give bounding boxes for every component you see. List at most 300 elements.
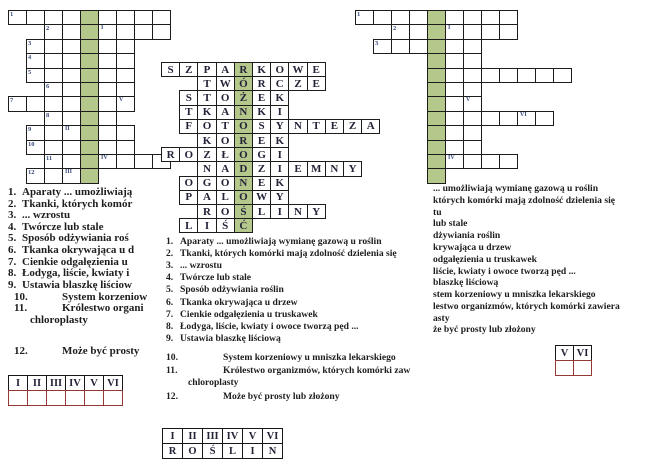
answer-letter-cell: Ś	[216, 218, 235, 233]
clue-text: Łodyga, liście, kwiaty i	[22, 267, 130, 279]
puzzle-cell[interactable]	[373, 10, 392, 25]
solution-letter-cell: R	[162, 443, 183, 459]
puzzle-cell[interactable]	[535, 111, 554, 126]
clue-number: 8.	[166, 321, 174, 332]
clue-number: 4.	[166, 272, 174, 283]
puzzle-cell[interactable]	[499, 10, 518, 25]
answer-letter-cell-highlighted: Ż	[234, 90, 253, 105]
puzzle-cell[interactable]	[463, 24, 482, 39]
clue-text: Cienkie odgałęzienia u truskawek	[180, 309, 318, 320]
clue-text: Sposób odżywiania roś	[22, 232, 129, 244]
clue-number: 5.	[8, 232, 17, 244]
answer-letter-cell: T	[197, 76, 216, 91]
clue-line-truncated: blaszkę liściową	[433, 277, 499, 288]
answer-letter-cell: N	[197, 161, 216, 176]
clue-number: 10.	[166, 352, 178, 363]
clue-text: Tkanka okrywająca u drzew	[180, 297, 298, 308]
answer-letter-cell: L	[179, 218, 198, 233]
puzzle-cell-highlighted[interactable]	[80, 168, 99, 183]
puzzle-cell[interactable]	[499, 24, 518, 39]
puzzle-cell[interactable]	[355, 10, 374, 25]
roman-numeral-cell: IV	[65, 375, 85, 391]
clue-number: 12.	[166, 391, 178, 402]
puzzle-cell[interactable]	[98, 82, 117, 97]
puzzle-cell[interactable]	[409, 24, 428, 39]
roman-numeral-marker: II	[65, 126, 70, 133]
puzzle-cell[interactable]	[391, 24, 410, 39]
answer-letter-cell: K	[270, 90, 289, 105]
puzzle-cell[interactable]	[62, 125, 81, 140]
roman-numeral-cell: V	[84, 375, 104, 391]
puzzle-cell[interactable]	[152, 10, 171, 25]
answer-letter-cell: O	[270, 62, 289, 77]
puzzle-cell[interactable]	[463, 10, 482, 25]
puzzle-cell[interactable]	[26, 53, 45, 68]
puzzle-cell[interactable]	[62, 24, 81, 39]
clue-text: Łodyga, liście, kwiaty i owoce tworzą pęd ...	[180, 321, 359, 332]
puzzle-cell[interactable]	[391, 39, 410, 54]
answer-letter-cell: T	[307, 119, 326, 134]
answer-letter-cell: T	[216, 119, 235, 134]
puzzle-cell[interactable]	[391, 10, 410, 25]
clue-line-truncated: że być prosty lub złożony	[433, 324, 536, 335]
puzzle-cell[interactable]	[98, 10, 117, 25]
answer-letter-cell: P	[179, 190, 198, 205]
puzzle-cell[interactable]	[481, 111, 500, 126]
puzzle-cell[interactable]	[26, 39, 45, 54]
puzzle-cell[interactable]	[481, 10, 500, 25]
solution-answer-cell-empty[interactable]	[84, 390, 104, 406]
clue-number: 7.	[8, 256, 17, 268]
answer-letter-cell: Y	[270, 190, 289, 205]
puzzle-cell[interactable]	[26, 10, 45, 25]
puzzle-cell[interactable]	[116, 125, 135, 140]
puzzle-cell[interactable]	[553, 68, 572, 83]
clue-text: Aparaty ... umożliwiają wymianę gazową u roślin	[180, 236, 382, 247]
clue-text: chloroplasty	[188, 377, 239, 388]
clue-text: Twórcze lub stale	[180, 272, 252, 283]
answer-letter-cell: C	[270, 76, 289, 91]
answer-letter-cell: I	[270, 204, 289, 219]
puzzle-cell[interactable]	[62, 154, 81, 169]
answer-letter-cell: E	[252, 90, 271, 105]
puzzle-cell[interactable]	[134, 24, 153, 39]
puzzle-cell[interactable]	[98, 39, 117, 54]
answer-letter-cell: O	[216, 204, 235, 219]
puzzle-cell[interactable]	[62, 53, 81, 68]
clue-text: Królestwo organi	[62, 302, 144, 314]
clue-text: Ustawia blaszkę liściow	[22, 279, 132, 291]
clue-number-label: 3	[28, 39, 32, 47]
answer-letter-cell: G	[197, 176, 216, 191]
puzzle-cell[interactable]	[62, 168, 81, 183]
puzzle-cell-highlighted[interactable]	[427, 168, 446, 183]
puzzle-cell[interactable]	[116, 154, 135, 169]
puzzle-cell-highlighted[interactable]	[427, 140, 446, 155]
puzzle-cell[interactable]	[98, 111, 117, 126]
puzzle-cell[interactable]	[98, 125, 117, 140]
roman-numeral-marker: III	[65, 169, 73, 176]
solution-answer-cell-empty[interactable]	[27, 390, 47, 406]
clue-text: System korzeniowy u mniszka lekarskiego	[223, 352, 396, 363]
puzzle-cell[interactable]	[445, 125, 464, 140]
puzzle-cell[interactable]	[445, 82, 464, 97]
puzzle-cell[interactable]	[445, 53, 464, 68]
puzzle-cell[interactable]	[373, 39, 392, 54]
roman-numeral-cell: VI	[262, 428, 283, 444]
puzzle-cell-highlighted[interactable]	[80, 68, 99, 83]
puzzle-cell[interactable]	[44, 96, 63, 111]
clue-text: Ustawia blaszkę liściową	[180, 333, 281, 344]
puzzle-cell[interactable]	[98, 68, 117, 83]
puzzle-cell[interactable]	[26, 125, 45, 140]
puzzle-cell[interactable]	[44, 10, 63, 25]
clue-text: System korzeniow	[62, 291, 148, 303]
answer-letter-cell: O	[216, 133, 235, 148]
solution-letter-cell: L	[222, 443, 243, 459]
clue-number-label: 2	[46, 25, 50, 33]
answer-letter-cell: Y	[307, 204, 326, 219]
clue-line-truncated: stem korzeniowy u mniszka lekarskiego	[433, 289, 596, 300]
puzzle-cell[interactable]	[463, 125, 482, 140]
puzzle-cell-highlighted[interactable]	[427, 39, 446, 54]
solution-answer-cell-empty[interactable]	[46, 390, 66, 406]
roman-numeral-cell: VI	[103, 375, 123, 391]
puzzle-cell[interactable]	[463, 111, 482, 126]
roman-numeral-marker: I	[101, 25, 104, 32]
puzzle-cell[interactable]	[481, 24, 500, 39]
puzzle-cell[interactable]	[62, 82, 81, 97]
clue-line-truncated: tu	[433, 207, 442, 218]
roman-numeral-marker: VI	[520, 111, 527, 118]
puzzle-cell[interactable]	[44, 24, 63, 39]
clue-text: Twórcze lub stale	[22, 221, 104, 233]
puzzle-cell[interactable]	[116, 82, 135, 97]
puzzle-cell[interactable]	[62, 96, 81, 111]
puzzle-cell[interactable]	[517, 111, 536, 126]
roman-numeral-cell: III	[202, 428, 223, 444]
puzzle-cell[interactable]	[44, 125, 63, 140]
roman-numeral-cell: II	[182, 428, 203, 444]
puzzle-cell[interactable]	[445, 24, 464, 39]
clue-line-truncated: odgałęzienia u truskawek	[433, 254, 537, 265]
puzzle-cell[interactable]	[8, 96, 27, 111]
answer-letter-cell-highlighted: O	[234, 147, 253, 162]
clue-number: 10.	[14, 291, 28, 303]
answer-letter-cell: E	[252, 176, 271, 191]
answer-letter-cell: Z	[288, 76, 307, 91]
puzzle-cell[interactable]	[26, 168, 45, 183]
puzzle-cell[interactable]	[445, 68, 464, 83]
puzzle-cell[interactable]	[445, 154, 464, 169]
clue-number-label: 10	[28, 140, 35, 148]
answer-letter-cell: L	[216, 190, 235, 205]
puzzle-cell[interactable]	[499, 68, 518, 83]
puzzle-cell-highlighted[interactable]	[80, 24, 99, 39]
puzzle-cell-highlighted[interactable]	[427, 154, 446, 169]
puzzle-cell-highlighted[interactable]	[427, 53, 446, 68]
puzzle-cell[interactable]	[26, 96, 45, 111]
puzzle-cell[interactable]	[463, 53, 482, 68]
puzzle-cell[interactable]	[98, 53, 117, 68]
answer-letter-cell: I	[270, 105, 289, 120]
puzzle-cell[interactable]	[134, 10, 153, 25]
solution-letter-cell: Ś	[202, 443, 223, 459]
puzzle-cell[interactable]	[44, 68, 63, 83]
answer-letter-cell-highlighted: O	[234, 119, 253, 134]
puzzle-cell[interactable]	[116, 39, 135, 54]
roman-numeral-marker: IV	[101, 155, 108, 161]
roman-numeral-marker: I	[448, 25, 451, 32]
clue-number: 8.	[8, 267, 17, 279]
clue-number: 3.	[8, 209, 17, 221]
clue-line-truncated: dżywiania roślin	[433, 230, 501, 241]
puzzle-cell[interactable]	[98, 154, 117, 169]
puzzle-cell[interactable]	[62, 140, 81, 155]
puzzle-cell[interactable]	[98, 96, 117, 111]
puzzle-cell[interactable]	[116, 24, 135, 39]
answer-letter-cell: A	[216, 62, 235, 77]
answer-letter-cell: E	[307, 76, 326, 91]
clue-number: 9.	[166, 333, 174, 344]
clue-number-label: 6	[46, 83, 50, 90]
answer-letter-cell-highlighted: R	[234, 62, 253, 77]
puzzle-cell[interactable]	[463, 154, 482, 169]
answer-letter-cell: W	[216, 76, 235, 91]
clue-number: 9.	[8, 279, 17, 291]
answer-letter-cell: Z	[197, 147, 216, 162]
answer-letter-cell: E	[307, 62, 326, 77]
clue-line-truncated: liście, kwiaty i owoce tworzą pęd ...	[433, 266, 576, 277]
answer-letter-cell: Ł	[216, 147, 235, 162]
answer-letter-cell: Z	[179, 62, 198, 77]
puzzle-cell[interactable]	[535, 68, 554, 83]
answer-letter-cell: O	[197, 119, 216, 134]
answer-letter-cell: S	[179, 90, 198, 105]
answer-letter-cell: R	[197, 204, 216, 219]
puzzle-cell[interactable]	[44, 154, 63, 169]
answer-letter-cell-highlighted: Ć	[234, 218, 253, 233]
answer-letter-cell: O	[179, 147, 198, 162]
puzzle-cell-highlighted[interactable]	[427, 68, 446, 83]
puzzle-cell-highlighted[interactable]	[80, 140, 99, 155]
puzzle-cell-highlighted[interactable]	[427, 10, 446, 25]
clue-number-label: 4	[28, 54, 32, 62]
puzzle-cell[interactable]	[134, 154, 153, 169]
answer-letter-cell: T	[179, 105, 198, 120]
puzzle-cell-highlighted[interactable]	[427, 24, 446, 39]
puzzle-cell-highlighted[interactable]	[80, 96, 99, 111]
puzzle-cell[interactable]	[62, 10, 81, 25]
puzzle-cell[interactable]	[445, 39, 464, 54]
answer-letter-cell: Z	[252, 161, 271, 176]
puzzle-cell-highlighted[interactable]	[427, 82, 446, 97]
puzzle-cell-highlighted[interactable]	[80, 154, 99, 169]
puzzle-cell[interactable]	[481, 68, 500, 83]
answer-letter-cell-highlighted: N	[234, 105, 253, 120]
clue-text: Tkanka okrywająca u d	[22, 244, 135, 256]
answer-letter-cell: O	[216, 176, 235, 191]
clue-text: ... wzrostu	[180, 260, 222, 271]
clue-line-truncated: krywająca u drzew	[433, 242, 512, 253]
puzzle-cell-highlighted[interactable]	[427, 125, 446, 140]
clue-number-label: 7	[10, 97, 14, 105]
answer-letter-cell: Y	[270, 119, 289, 134]
puzzle-cell-highlighted[interactable]	[80, 10, 99, 25]
roman-numeral-marker: V	[466, 97, 471, 104]
solution-answer-cell-empty[interactable]	[555, 360, 574, 376]
solution-answer-cell-empty[interactable]	[65, 390, 85, 406]
puzzle-cell[interactable]	[62, 39, 81, 54]
puzzle-cell[interactable]	[116, 68, 135, 83]
answer-letter-cell: A	[216, 161, 235, 176]
roman-numeral-cell: V	[242, 428, 263, 444]
clue-number-label: 12	[28, 169, 35, 177]
clue-line-truncated: lestwo organizmów, których komórki zawiera	[433, 301, 620, 312]
clue-number: 6.	[8, 244, 17, 256]
puzzle-cell[interactable]	[481, 154, 500, 169]
puzzle-cell[interactable]	[62, 111, 81, 126]
answer-letter-cell: O	[216, 90, 235, 105]
puzzle-cell[interactable]	[409, 10, 428, 25]
clue-number-label: 8	[46, 111, 50, 119]
answer-letter-cell: I	[197, 218, 216, 233]
solution-letter-cell: O	[182, 443, 203, 459]
clue-number: 4.	[8, 221, 17, 233]
puzzle-cell-highlighted[interactable]	[80, 82, 99, 97]
puzzle-cell[interactable]	[62, 68, 81, 83]
clue-number-label: 5	[28, 68, 32, 76]
solution-letter-cell: N	[262, 443, 283, 459]
answer-letter-cell: S	[161, 62, 180, 77]
puzzle-cell[interactable]	[499, 154, 518, 169]
solution-answer-cell-empty[interactable]	[573, 360, 592, 376]
puzzle-cell[interactable]	[116, 96, 135, 111]
clue-text: Tkanki, których komórki mają zdolność dzielenia się	[180, 248, 397, 259]
clue-text: Królestwo organizmów, których komórki zaw	[223, 365, 411, 376]
clue-text: Może być prosty lub złożony	[223, 391, 340, 402]
puzzle-cell[interactable]	[26, 140, 45, 155]
puzzle-cell[interactable]	[44, 82, 63, 97]
roman-numeral-cell: IV	[222, 428, 243, 444]
answer-letter-cell: E	[325, 119, 344, 134]
puzzle-cell[interactable]	[445, 111, 464, 126]
answer-letter-cell: Y	[343, 161, 362, 176]
answer-letter-cell: N	[288, 204, 307, 219]
puzzle-cell[interactable]	[409, 39, 428, 54]
puzzle-cell-highlighted[interactable]	[80, 39, 99, 54]
answer-letter-cell: M	[307, 161, 326, 176]
clue-number-label: 1	[357, 11, 361, 18]
answer-letter-cell: N	[288, 119, 307, 134]
clue-line-truncated: ... umożliwiają wymianę gazową u roślin	[433, 183, 599, 194]
puzzle-cell[interactable]	[26, 68, 45, 83]
answer-letter-cell: A	[216, 105, 235, 120]
answer-letter-cell: K	[270, 133, 289, 148]
answer-letter-cell: E	[252, 133, 271, 148]
roman-numeral-cell: I	[8, 375, 28, 391]
answer-letter-cell-highlighted: R	[234, 133, 253, 148]
clue-number: 1.	[8, 186, 17, 198]
puzzle-cell-highlighted[interactable]	[427, 111, 446, 126]
puzzle-cell[interactable]	[116, 140, 135, 155]
puzzle-cell-highlighted[interactable]	[80, 125, 99, 140]
clue-line-truncated: asty	[433, 313, 450, 324]
clue-number: 6.	[166, 297, 174, 308]
answer-letter-cell: I	[270, 147, 289, 162]
roman-numeral-cell: VI	[573, 345, 592, 361]
clue-number: 2.	[166, 248, 174, 259]
clue-text: chloroplasty	[30, 314, 88, 326]
puzzle-cell[interactable]	[44, 168, 63, 183]
answer-letter-cell: K	[252, 62, 271, 77]
clue-text: ... wzrostu	[22, 209, 71, 221]
puzzle-cell[interactable]	[445, 140, 464, 155]
roman-numeral-cell: III	[46, 375, 66, 391]
puzzle-cell[interactable]	[463, 68, 482, 83]
answer-letter-cell: I	[270, 161, 289, 176]
puzzle-cell[interactable]	[44, 53, 63, 68]
puzzle-cell[interactable]	[8, 10, 27, 25]
answer-letter-cell: W	[252, 190, 271, 205]
clue-number: 11.	[166, 365, 178, 376]
puzzle-cell[interactable]	[517, 68, 536, 83]
puzzle-cell[interactable]	[463, 140, 482, 155]
puzzle-cell[interactable]	[463, 82, 482, 97]
puzzle-cell-highlighted[interactable]	[427, 96, 446, 111]
answer-letter-cell-highlighted: Ś	[234, 204, 253, 219]
answer-letter-cell: T	[197, 90, 216, 105]
answer-letter-cell: G	[252, 147, 271, 162]
answer-letter-cell: L	[252, 204, 271, 219]
puzzle-cell[interactable]	[152, 24, 171, 39]
puzzle-cell[interactable]	[499, 111, 518, 126]
clue-number: 12.	[14, 345, 28, 357]
puzzle-cell[interactable]	[98, 140, 117, 155]
clue-number: 1.	[166, 236, 174, 247]
answer-letter-cell: N	[325, 161, 344, 176]
answer-letter-cell: S	[252, 119, 271, 134]
clue-number-label: 11	[46, 155, 53, 162]
puzzle-cell[interactable]	[44, 140, 63, 155]
clue-number-label: 1	[10, 11, 14, 18]
answer-letter-cell: O	[179, 176, 198, 191]
puzzle-cell[interactable]	[44, 39, 63, 54]
answer-letter-cell: E	[288, 161, 307, 176]
solution-answer-cell-empty[interactable]	[8, 390, 28, 406]
puzzle-cell-highlighted[interactable]	[80, 111, 99, 126]
clue-text: Tkanki, których komór	[22, 198, 133, 210]
puzzle-cell[interactable]	[445, 96, 464, 111]
roman-numeral-cell: V	[555, 345, 574, 361]
roman-numeral-cell: II	[27, 375, 47, 391]
clue-number: 2.	[8, 198, 17, 210]
clue-number: 11.	[14, 302, 28, 314]
answer-letter-cell-highlighted: N	[234, 176, 253, 191]
puzzle-cell[interactable]	[445, 10, 464, 25]
puzzle-cell-highlighted[interactable]	[80, 53, 99, 68]
puzzle-cell[interactable]	[463, 96, 482, 111]
clue-line-truncated: lub stale	[433, 218, 468, 229]
answer-letter-cell: A	[197, 190, 216, 205]
puzzle-cell[interactable]	[98, 24, 117, 39]
answer-letter-cell: F	[179, 119, 198, 134]
puzzle-cell[interactable]	[116, 53, 135, 68]
puzzle-cell[interactable]	[44, 111, 63, 126]
puzzle-cell[interactable]	[116, 10, 135, 25]
puzzle-cell[interactable]	[463, 39, 482, 54]
solution-answer-cell-empty[interactable]	[103, 390, 123, 406]
